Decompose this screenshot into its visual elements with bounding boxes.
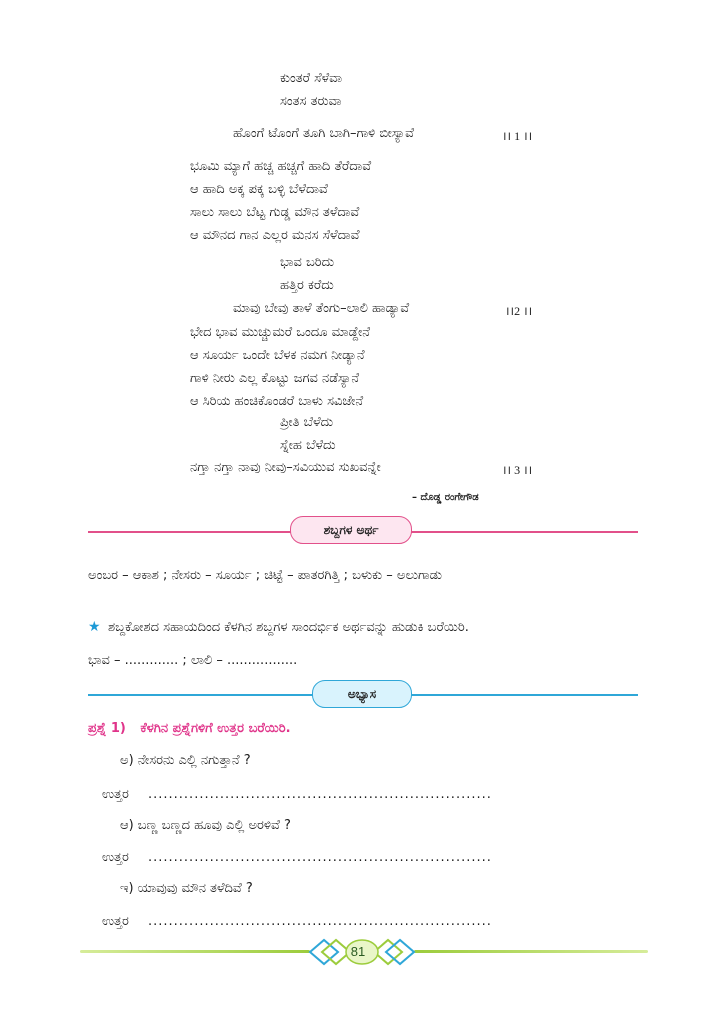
meanings-heading: ಶಬ್ದಗಳ ಅರ್ಥ (290, 516, 412, 544)
sub-question: ಆ) ಬಣ್ಣ ಬಣ್ಣದ ಹೂವು ಎಲ್ಲಿ ಅರಳಿವೆ ? (120, 818, 291, 833)
page-number: 81 (350, 944, 366, 959)
answer-label: ಉತ್ತರ (102, 914, 129, 929)
verse-number: ।।2 ।। (505, 304, 533, 318)
star-icon: ★ (88, 619, 101, 635)
poem-line: ಕುಂತರೆ ಸೆಳೆವಾ (280, 71, 343, 86)
poem-refrain: ನಗ್ತಾ ನಗ್ತಾ ನಾವು ನೀವು–ಸವಿಯುವ ಸುಖವನ್ನೇ (190, 460, 381, 475)
poem-line: ಭೂಮಿ ಮ್ಯಾಗೆ ಹಚ್ಚ ಹಚ್ಚಗೆ ಹಾದಿ ತೆರೆದಾವೆ (190, 159, 372, 174)
dictionary-instruction: ಶಬ್ದಕೋಶದ ಸಹಾಯದಿಂದ ಕೆಳಗಿನ ಶಬ್ದಗಳ ಸಾಂದರ್ಭಿಕ ಅರ್ಥವನ್ನು ಹುಡುಕಿ ಬರೆಯಿರಿ. (108, 620, 469, 635)
question-number: ಪ್ರಶ್ನೆ 1) (88, 721, 126, 736)
poem-refrain: ಮಾವು ಬೇವು ತಾಳೆ ತೆಂಗು–ಲಾಲಿ ಹಾಡ್ಯಾವೆ (233, 301, 410, 316)
sub-question: ಅ) ನೇಸರನು ಎಲ್ಲಿ ನಗುತ್ತಾನೆ ? (120, 753, 251, 768)
poem-line: ಆ ಸಿರಿಯ ಹಂಚಿಕೊಂಡರೆ ಬಾಳು ಸವಿಜೇನೆ (190, 394, 364, 409)
word-meanings: ಅಂಬರ – ಆಕಾಶ ; ನೇಸರು – ಸೂರ್ಯ ; ಚಿಟ್ಟೆ – ಪಾತರಗಿತ್ತಿ ; ಬಳುಕು – ಅಲುಗಾಡು (88, 568, 443, 583)
answer-label: ಉತ್ತರ (102, 850, 129, 865)
sub-question: ಇ) ಯಾವುವು ಮೌನ ತಳೆದಿವೆ ? (120, 881, 253, 896)
exercise-heading: ಅಭ್ಯಾಸ (312, 680, 412, 708)
verse-number: ।। 3 ।। (502, 463, 533, 477)
poem-line: ಪ್ರೀತಿ ಬೆಳೆದು (280, 415, 334, 430)
poem-line: ಸಂತಸ ತರುವಾ (280, 94, 342, 109)
footer-line-left (80, 950, 310, 953)
poem-line: ಆ ಹಾದಿ ಅಕ್ಕ ಪಕ್ಕ ಬಳ್ಳಿ ಬೆಳೆದಾವೆ (190, 182, 328, 197)
question-instruction: ಕೆಳಗಿನ ಪ್ರಶ್ನೆಗಳಿಗೆ ಉತ್ತರ ಬರೆಯಿರಿ. (140, 721, 291, 736)
question-heading (88, 721, 291, 736)
verse-number: ।। 1 ।। (502, 129, 533, 143)
poem-line: ಹತ್ತಿರ ಕರೆದು (280, 278, 334, 293)
answer-blank[interactable]: ................................................................... (148, 914, 492, 929)
poem-line: ಭಾವ ಬರಿದು (280, 255, 335, 270)
answer-label: ಉತ್ತರ (102, 787, 129, 802)
answer-blank[interactable]: ................................................................... (148, 850, 492, 865)
answer-blank[interactable]: ................................................................... (148, 787, 492, 802)
poem-refrain: ಹೊಂಗೆ ಟೊಂಗೆ ತೂಗಿ ಬಾಗಿ–ಗಾಳಿ ಬೀಸ್ಯಾವೆ (233, 126, 415, 141)
poem-line: ಸ್ನೇಹ ಬೆಳೆದು (280, 438, 336, 453)
poem-line: ಗಾಳಿ ನೀರು ಎಲ್ಲ ಕೊಟ್ಟು ಜಗವ ನಡೆಸ್ಯಾನೆ (190, 371, 360, 386)
poem-line: ಭೇದ ಭಾವ ಮುಚ್ಚುಮರೆ ಒಂದೂ ಮಾಡ್ದೇನೆ (190, 325, 371, 340)
poem-line: ಆ ಸೂರ್ಯ ಒಂದೇ ಬೆಳಕ ನಮಗ ನೀಡ್ಯಾನೆ (190, 348, 365, 363)
dictionary-words: ಭಾವ – ............. ; ಲಾಲಿ – ................. (88, 653, 298, 668)
poem-line: ಸಾಲು ಸಾಲು ಬೆಟ್ಟ ಗುಡ್ಡ ಮೌನ ತಳೆದಾವೆ (190, 205, 360, 220)
footer-line-right (414, 950, 648, 953)
poem-line: ಆ ಮೌನದ ಗಾನ ಎಲ್ಲರ ಮನಸ ಸೆಳೆದಾವೆ (190, 228, 360, 243)
poem-author: – ದೊಡ್ಡ ರಂಗೇಗೌಡ (412, 492, 479, 503)
